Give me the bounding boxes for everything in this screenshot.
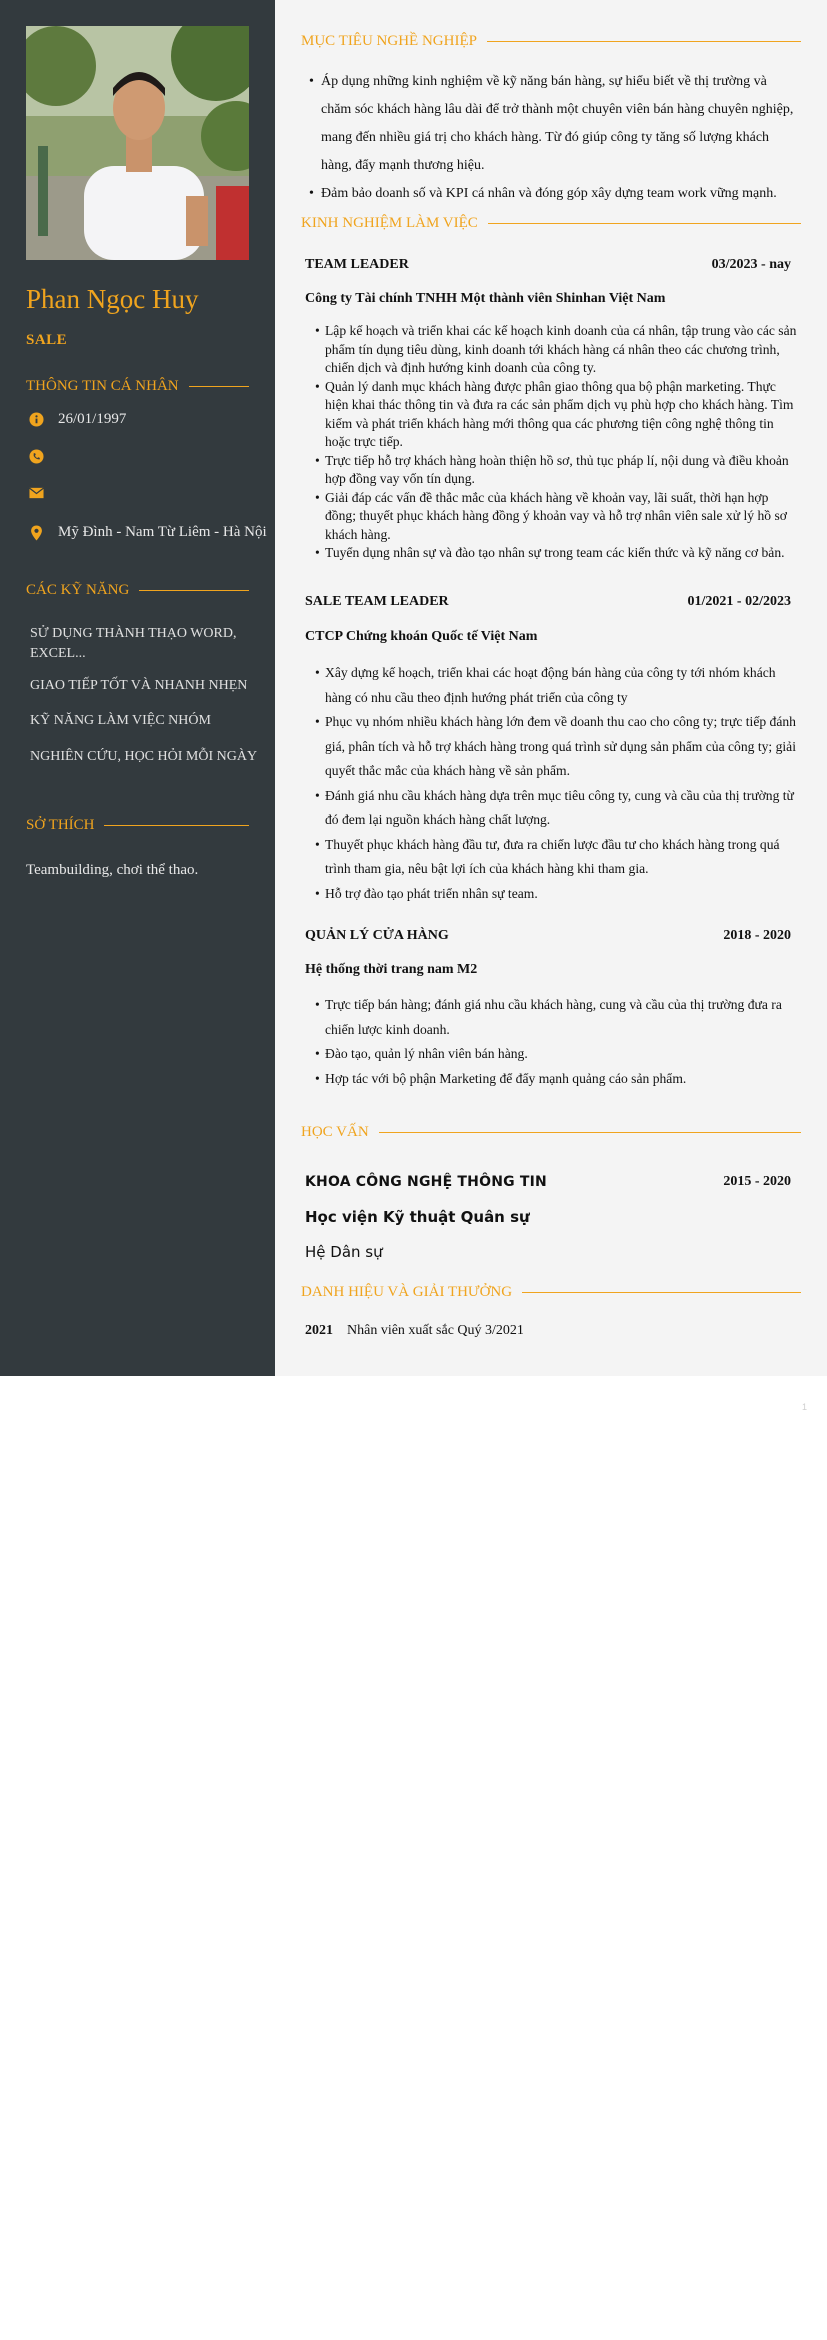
- skill-item: NGHIÊN CỨU, HỌC HỎI MỖI NGÀY: [30, 749, 258, 764]
- heading-rule: [104, 825, 249, 826]
- awards-heading: [301, 1284, 801, 1301]
- job-bullets: [315, 322, 797, 563]
- list-item: • Quản lý danh mục khách hàng được phân giao thông qua bộ phận marketing. Thực hiện khai thác thông tin và đưa ra các sản phẩm dịch vụ phù hợp cho khách hàng. Tìm kiếm và phát triển khách hàng mới thông qua các phương tiện công nghệ thông tin hoặc trực tiếp.: [315, 378, 797, 452]
- list-item: • Giải đáp các vấn đề thắc mắc của khách hàng về khoản vay, lãi suất, thời hạn hợp đồng; thuyết phục khách hàng đồng ý khoản vay và hỗ trợ nhân viên sale xử lý hồ sơ khách hàng.: [315, 489, 797, 545]
- personal-info-heading: [26, 378, 249, 395]
- page-number: 1: [802, 1402, 808, 1412]
- email-row: [28, 485, 58, 501]
- personal-info-title: THÔNG TIN CÁ NHÂN: [26, 378, 179, 394]
- hobbies-heading: [26, 817, 249, 834]
- job-period: 2018 - 2020: [723, 928, 791, 943]
- skills-title: CÁC KỸ NĂNG: [26, 582, 130, 598]
- job-period: 01/2021 - 02/2023: [687, 594, 791, 609]
- heading-rule: [487, 41, 801, 42]
- map-pin-icon: [28, 525, 44, 541]
- list-item: • Trực tiếp bán hàng; đánh giá nhu cầu khách hàng, cung và cầu của thị trường đưa ra chiến lược kinh doanh.: [315, 993, 797, 1042]
- list-item: • Xây dựng kế hoạch, triển khai các hoạt động bán hàng của công ty tới nhóm khách hàng có nhu cầu theo định hướng phát triển của công ty: [315, 661, 797, 710]
- job-company: CTCP Chứng khoán Quốc tế Việt Nam: [305, 629, 538, 644]
- education-header: [305, 1174, 791, 1190]
- skills-heading: [26, 582, 249, 599]
- list-item: • Hợp tác với bộ phận Marketing để đẩy mạnh quảng cáo sản phẩm.: [315, 1067, 797, 1092]
- birthday-row: [28, 411, 126, 428]
- info-icon: [28, 412, 44, 428]
- job-bullets: [315, 993, 797, 1091]
- phone-row: [28, 448, 58, 464]
- address-value: Mỹ Đình - Nam Từ Liêm - Hà Nội: [58, 524, 267, 540]
- job-period: 03/2023 - nay: [711, 257, 791, 272]
- candidate-name: Phan Ngọc Huy: [26, 284, 199, 314]
- list-item: • Phục vụ nhóm nhiều khách hàng lớn đem về doanh thu cao cho công ty; trực tiếp đánh giá, phân tích và hỗ trợ khách hàng trong quá trình sử dụng sản phẩm của công ty; giải quyết thắc mắc của khách hàng về sản phẩm.: [315, 710, 797, 784]
- birthday-value: 26/01/1997: [58, 411, 127, 427]
- envelope-icon: [28, 485, 44, 501]
- address-row: [28, 524, 267, 541]
- job-company: Công ty Tài chính TNHH Một thành viên Shinhan Việt Nam: [305, 291, 666, 306]
- education-title: HỌC VẤN: [301, 1124, 369, 1140]
- heading-rule: [522, 1292, 801, 1293]
- job-role: TEAM LEADER: [305, 257, 409, 272]
- education-period: 2015 - 2020: [723, 1174, 791, 1189]
- heading-rule: [139, 590, 249, 591]
- education-program: Hệ Dân sự: [305, 1243, 383, 1261]
- heading-rule: [189, 386, 249, 387]
- phone-icon: [28, 448, 44, 464]
- objective-list: [309, 68, 799, 208]
- award-text: Nhân viên xuất sắc Quý 3/2021: [347, 1323, 524, 1338]
- candidate-position: SALE: [26, 332, 68, 348]
- list-item: • Đánh giá nhu cầu khách hàng dựa trên mục tiêu công ty, cung và cầu của thị trường từ đó đem lại nguồn khách hàng chất lượng.: [315, 784, 797, 833]
- objective-title: MỤC TIÊU NGHỀ NGHIỆP: [301, 33, 477, 49]
- experience-title: KINH NGHIỆM LÀM VIỆC: [301, 215, 478, 231]
- job-header: [305, 594, 791, 610]
- education-institution: Học viện Kỹ thuật Quân sự: [305, 1208, 530, 1226]
- list-item: • Thuyết phục khách hàng đầu tư, đưa ra chiến lược đầu tư cho khách hàng trong quá trình tham gia, nêu bật lợi ích của khách hàng khi tham gia.: [315, 833, 797, 882]
- objective-heading: [301, 33, 801, 50]
- job-header: [305, 257, 791, 273]
- job-header: [305, 928, 791, 944]
- hobbies-title: SỞ THÍCH: [26, 817, 95, 833]
- experience-heading: [301, 215, 801, 232]
- job-role: SALE TEAM LEADER: [305, 594, 449, 609]
- sidebar: [0, 0, 275, 1376]
- education-heading: [301, 1124, 801, 1141]
- list-item: • Áp dụng những kinh nghiệm về kỹ năng bán hàng, sự hiểu biết về thị trường và chăm sóc khách hàng lâu dài để trở thành một chuyên viên bán hàng chuyên nghiệp, mang đến nhiều giá trị cho khách hàng. Từ đó giúp công ty tăng số lượng khách hàng, đẩy mạnh thương hiệu.: [309, 68, 799, 180]
- education-school: KHOA CÔNG NGHỆ THÔNG TIN: [305, 1174, 547, 1190]
- list-item: • Tuyển dụng nhân sự và đào tạo nhân sự trong team các kiến thức và kỹ năng cơ bản.: [315, 544, 797, 563]
- list-item: • Lập kế hoạch và triển khai các kế hoạch kinh doanh của cá nhân, tập trung vào các sản phẩm tín dụng tiêu dùng, kinh doanh tới khách hàng cá nhân theo các chương trình, chiến dịch và định hướng kinh doanh của công ty.: [315, 322, 797, 378]
- skill-item: SỬ DỤNG THÀNH THẠO WORD, EXCEL...: [30, 626, 237, 661]
- skill-item: GIAO TIẾP TỐT VÀ NHANH NHẸN: [30, 678, 248, 693]
- awards-title: DANH HIỆU VÀ GIẢI THƯỞNG: [301, 1284, 513, 1300]
- list-item: • Trực tiếp hỗ trợ khách hàng hoàn thiện hồ sơ, thủ tục pháp lí, nội dung và điều khoản hợp đồng vay vốn tín dụng.: [315, 452, 797, 489]
- list-item: • Hỗ trợ đào tạo phát triển nhân sự team.: [315, 882, 797, 907]
- list-item: • Đào tạo, quản lý nhân viên bán hàng.: [315, 1042, 797, 1067]
- profile-photo: [26, 26, 249, 260]
- hobbies-text: Teambuilding, chơi thể thao.: [26, 862, 199, 878]
- job-role: QUẢN LÝ CỬA HÀNG: [305, 928, 449, 943]
- job-bullets: [315, 661, 797, 906]
- award-year: 2021: [305, 1323, 333, 1338]
- skill-item: KỸ NĂNG LÀM VIỆC NHÓM: [30, 713, 211, 728]
- award-item: [305, 1323, 524, 1339]
- heading-rule: [379, 1132, 801, 1133]
- job-company: Hệ thống thời trang nam M2: [305, 962, 478, 977]
- heading-rule: [488, 223, 801, 224]
- list-item: • Đảm bảo doanh số và KPI cá nhân và đóng góp xây dựng team work vững mạnh.: [309, 180, 799, 208]
- main-content: [275, 0, 827, 1376]
